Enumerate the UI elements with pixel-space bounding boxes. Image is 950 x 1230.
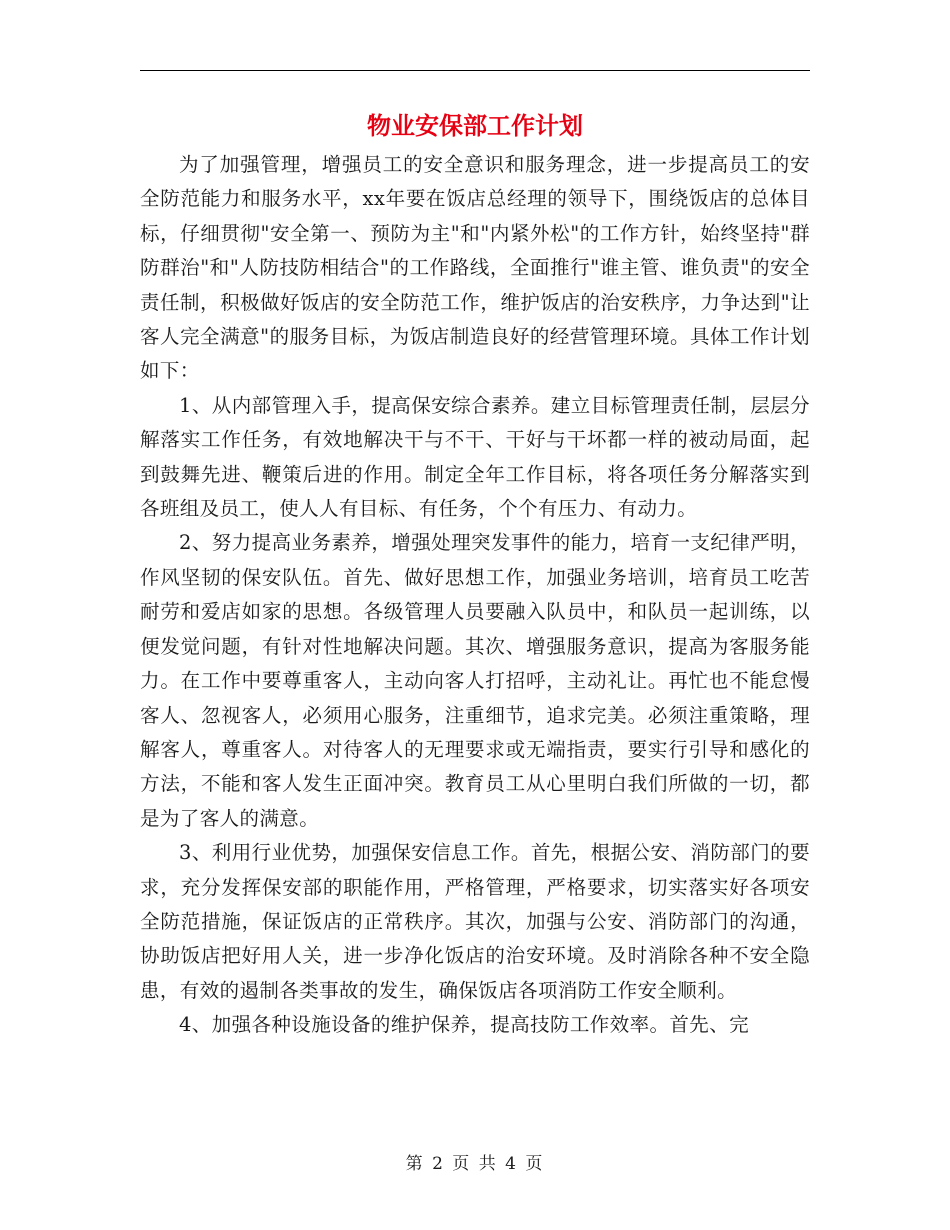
paragraph-item-2: 2、努力提高业务素养，增强处理突发事件的能力，培育一支纪律严明，作风坚韧的保安队伍。首先、做好思想工作，加强业务培训，培育员工吃苦耐劳和爱店如家的思想。各级管理人员要融入队员中，和队员一起训练，以便发觉问题，有针对性地解决问题。其次、增强服务意识，提高为客服务能力。在工作中要尊重客人，主动向客人打招呼，主动礼让。再忙也不能怠慢客人、忽视客人，必须用心服务，注重细节，追求完美。必须注重策略，理解客人，尊重客人。对待客人的无理要求或无端指责，要实行引导和感化的方法，不能和客人发生正面冲突。教育员工从心里明白我们所做的一切，都是为了客人的满意。	[140, 531, 810, 830]
page-number: 第 2 页 共 4 页	[405, 1154, 545, 1174]
document-title: 物业安保部工作计划	[367, 111, 583, 140]
paragraph-intro: 为了加强管理，增强员工的安全意识和服务理念，进一步提高员工的安全防范能力和服务水平，xx年要在饭店总经理的领导下，围绕饭店的总体目标，仔细贯彻"安全第一、预防为主"和"内紧外松"的工作方针，始终坚持"群防群治"和"人防技防相结合"的工作路线，全面推行"谁主管、谁负责"的安全责任制，积极做好饭店的安全防范工作，维护饭店的治安秩序，力争达到"让客人完全满意"的服务目标，为饭店制造良好的经营管理环境。具体工作计划如下：	[140, 153, 810, 383]
paragraph-item-4: 4、加强各种设施设备的维护保养，提高技防工作效率。首先、完	[179, 1013, 750, 1037]
document-body	[140, 148, 810, 1043]
paragraph-item-1: 1、从内部管理入手，提高保安综合素养。建立目标管理责任制，层层分解落实工作任务，有效地解决干与不干、干好与干坏都一样的被动局面，起到鼓舞先进、鞭策后进的作用。制定全年工作目标，将各项任务分解落实到各班组及员工，使人人有目标、有任务，个个有压力、有动力。	[140, 393, 810, 521]
header-rule	[140, 70, 810, 71]
paragraph-item-3: 3、利用行业优势，加强保安信息工作。首先，根据公安、消防部门的要求，充分发挥保安部的职能作用，严格管理，严格要求，切实落实好各项安全防范措施，保证饭店的正常秩序。其次，加强与公安、消防部门的沟通，协助饭店把好用人关，进一步净化饭店的治安环境。及时消除各种不安全隐患，有效的遏制各类事故的发生，确保饭店各项消防工作安全顺利。	[140, 841, 810, 1002]
